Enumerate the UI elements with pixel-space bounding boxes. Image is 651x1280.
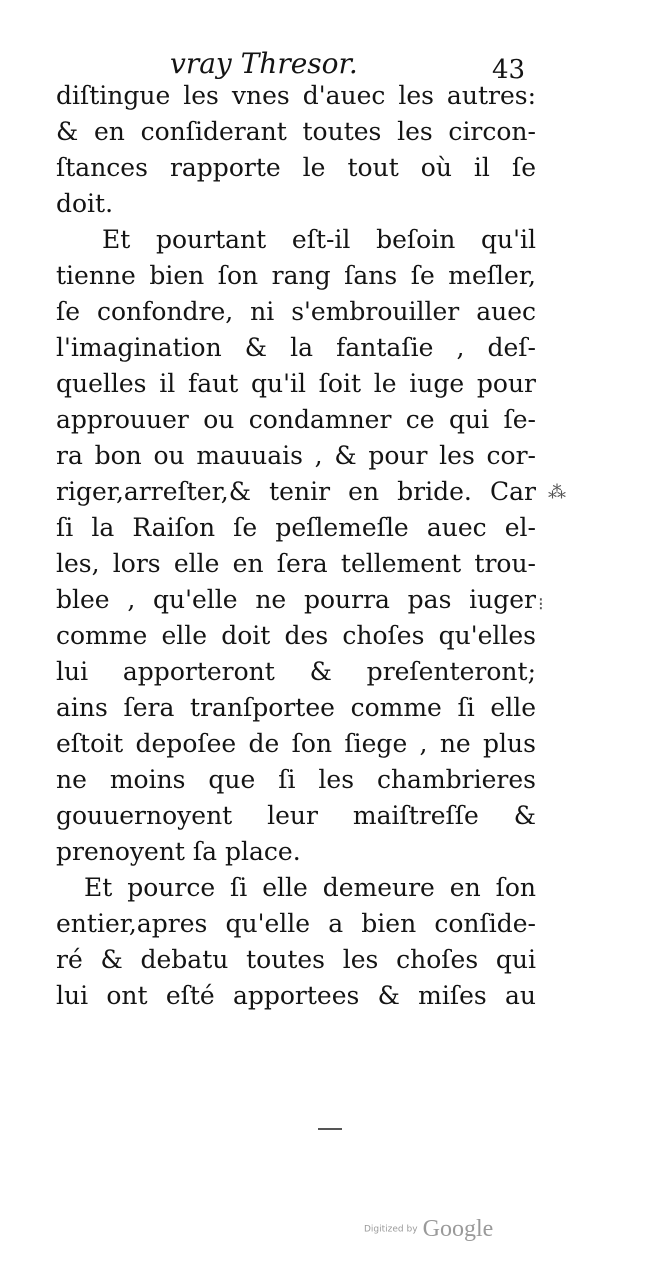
text-line: ra bon ou mauuais , & pour les cor- bbox=[56, 441, 536, 470]
text-line: comme elle doit des choſes qu'elles bbox=[56, 621, 536, 650]
text-line: lui apporteront & preſenteront; bbox=[56, 657, 536, 686]
text-line: gouuernoyent leur maiſtreſſe & bbox=[56, 801, 536, 830]
text-line: tienne bien ſon rang ſans ſe meſler, bbox=[56, 261, 536, 290]
text-line: Et pource ſi elle demeure en ſon bbox=[84, 873, 536, 902]
margin-ink-dots: ⁝ bbox=[538, 594, 544, 615]
text-line: blee , qu'elle ne pourra pas iuger bbox=[56, 585, 536, 614]
watermark-prefix: Digitized by bbox=[364, 1224, 418, 1235]
text-line: quelles il faut qu'il ſoit le iuge pour bbox=[56, 369, 536, 398]
text-line: diſtingue les vnes d'auec les autres: bbox=[56, 81, 536, 110]
page-number: 43 bbox=[492, 55, 526, 85]
text-line: approuuer ou condamner ce qui ſe- bbox=[56, 405, 536, 434]
margin-ink-mark: ⁂ bbox=[548, 482, 566, 503]
text-line: les, lors elle en ſera tellement trou- bbox=[56, 549, 536, 578]
footer-dash bbox=[318, 1128, 342, 1130]
text-line: l'imagination & la fantaſie , deſ- bbox=[56, 333, 536, 362]
text-line: ſe confondre, ni s'embrouiller auec bbox=[56, 297, 536, 326]
text-line: ains ſera tranſportee comme ſi elle bbox=[56, 693, 536, 722]
text-line: riger,arreſter,& tenir en bride. Car bbox=[56, 477, 536, 506]
text-line: prenoyent ſa place. bbox=[56, 837, 301, 866]
google-watermark bbox=[364, 1216, 493, 1252]
text-line: doit. bbox=[56, 189, 114, 218]
text-line: Et pourtant eſt-il beſoin qu'il bbox=[102, 225, 536, 254]
text-line: & en conſiderant toutes les circon- bbox=[56, 117, 536, 146]
text-line: ſtances rapporte le tout où il ſe bbox=[56, 153, 536, 182]
body-text bbox=[56, 78, 536, 1014]
text-line: ne moins que ſi les chambrieres bbox=[56, 765, 536, 794]
running-title: vray Thresor. bbox=[170, 47, 358, 80]
text-line: ſi la Raiſon ſe peſlemeſle auec el- bbox=[56, 513, 536, 542]
text-line: ré & debatu toutes les choſes qui bbox=[56, 945, 536, 974]
text-line: entier,apres qu'elle a bien conſide- bbox=[56, 909, 536, 938]
text-line: eſtoit depoſee de ſon ſiege , ne plus bbox=[56, 729, 536, 758]
text-line: lui ont eſté apportees & miſes au bbox=[56, 981, 536, 1010]
watermark-brand: Google bbox=[422, 1216, 494, 1242]
